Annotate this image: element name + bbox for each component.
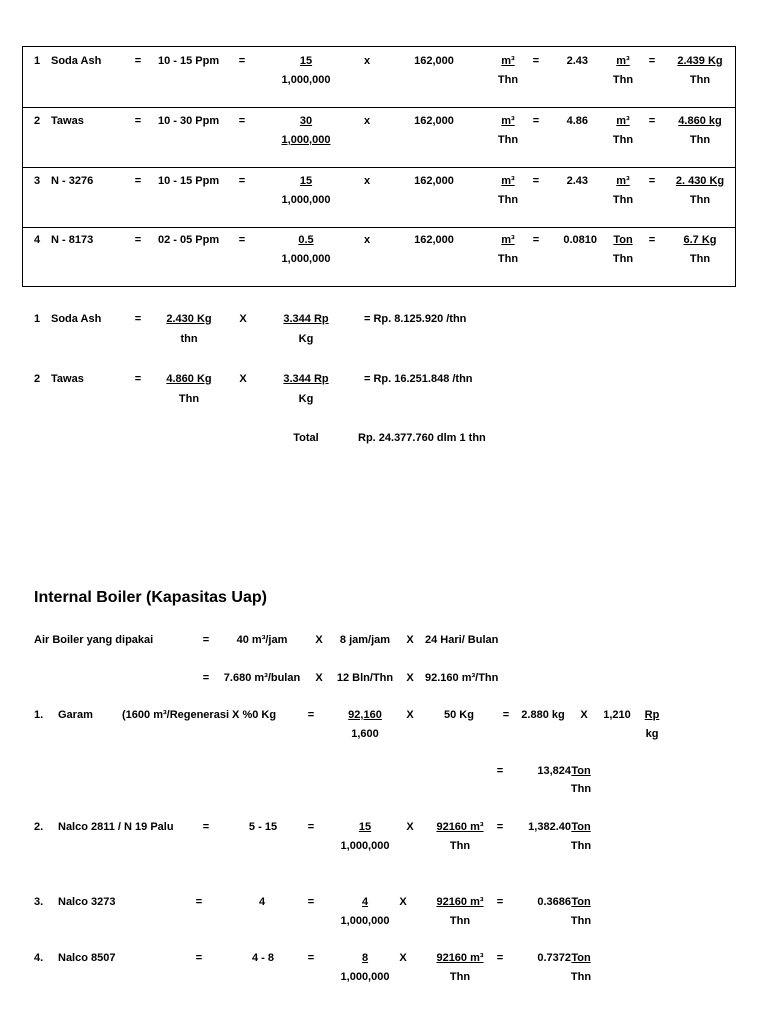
unit-denominator: Thn	[570, 783, 592, 795]
chemical-name: Tawas	[51, 115, 84, 127]
monthly-volume: 7.680 m³/bulan	[223, 672, 301, 684]
final-denominator: Thn	[689, 194, 711, 206]
quantity-numerator: 4.860 Kg	[166, 373, 212, 385]
unit-numerator: Ton	[571, 821, 591, 833]
fraction-denominator: 1,600	[351, 728, 379, 740]
unit-denominator: Thn	[612, 134, 634, 146]
unit-denominator: kg	[645, 728, 659, 740]
ppm-range: 10 - 15 Ppm	[158, 175, 220, 187]
multiply-sign: x	[363, 175, 371, 187]
result-value: 1,382.40	[528, 821, 571, 833]
result-value: 0.3686	[537, 896, 571, 908]
equals-sign: =	[238, 234, 246, 246]
equals-sign: =	[238, 115, 246, 127]
equals-sign: =	[238, 175, 246, 187]
equals-sign: =	[195, 896, 203, 908]
unit-numerator: m³	[616, 55, 630, 67]
result-value: 2.43	[566, 55, 588, 67]
equals-sign: =	[648, 55, 656, 67]
air-boiler-label: Air Boiler yang dipakai	[34, 634, 154, 646]
volume-value: 162,000	[414, 115, 454, 127]
unit-denominator: Thn	[612, 253, 634, 265]
price-denominator: Kg	[298, 333, 314, 345]
equals-sign: =	[496, 952, 504, 964]
price-denominator: Kg	[298, 393, 314, 405]
row-number: 4	[34, 234, 41, 246]
table-divider	[22, 107, 736, 108]
multiply-sign: x	[363, 115, 371, 127]
chemical-name: Tawas	[51, 373, 84, 385]
unit-numerator: Ton	[613, 234, 633, 246]
fraction-numerator: 15	[299, 55, 313, 67]
equals-sign: =	[532, 234, 540, 246]
ppm-range: 02 - 05 Ppm	[158, 234, 220, 246]
final-numerator: 2. 430 Kg	[675, 175, 725, 187]
volume-denominator: Thn	[449, 915, 471, 927]
unit-numerator: Ton	[571, 896, 591, 908]
equals-sign: =	[496, 821, 504, 833]
unit-numerator: m³	[501, 234, 515, 246]
unit-denominator: Thn	[497, 134, 519, 146]
equals-sign: =	[307, 952, 315, 964]
result-value: 0.0810	[563, 234, 597, 246]
cost-result: = Rp. 16.251.848 /thn	[364, 373, 473, 385]
item-name: Nalco 3273	[58, 896, 116, 908]
item-number: 1.	[34, 709, 44, 721]
result-value: 2.43	[566, 175, 588, 187]
unit-numerator: m³	[501, 55, 515, 67]
table-divider	[22, 167, 736, 168]
unit-denominator: Thn	[570, 915, 592, 927]
multiply-sign: X	[239, 313, 247, 325]
equals-sign: =	[648, 175, 656, 187]
equals-sign: =	[307, 821, 315, 833]
fraction-numerator: 15	[299, 175, 313, 187]
final-numerator: 2.439 Kg	[677, 55, 723, 67]
result-value: 4.86	[566, 115, 588, 127]
total-label: Total	[293, 432, 319, 444]
equals-sign: =	[532, 175, 540, 187]
unit-denominator: Thn	[497, 194, 519, 206]
fraction-numerator: 15	[358, 821, 372, 833]
row-number: 2	[34, 115, 41, 127]
unit-numerator: m³	[616, 175, 630, 187]
equals-sign: =	[496, 765, 504, 777]
equals-sign: =	[307, 709, 315, 721]
multiply-sign: X	[399, 896, 407, 908]
item-number: 2.	[34, 821, 44, 833]
final-numerator: 4.860 kg	[678, 115, 722, 127]
result-value: 13,824	[537, 765, 571, 777]
quantity-denominator: thn	[180, 333, 198, 345]
fraction-denominator: 1,000,000	[340, 840, 390, 852]
final-denominator: Thn	[689, 134, 711, 146]
unit-numerator: Rp	[644, 709, 660, 721]
equals-sign: =	[202, 672, 210, 684]
equals-sign: =	[532, 115, 540, 127]
row-number: 1	[34, 313, 41, 325]
multiply-sign: x	[363, 55, 371, 67]
unit-denominator: Thn	[497, 253, 519, 265]
row-number: 2	[34, 373, 41, 385]
ppm-range: 10 - 15 Ppm	[158, 55, 220, 67]
multiply-sign: X	[406, 672, 414, 684]
fraction-denominator: 1,000,000	[281, 253, 331, 265]
ppm-range: 4	[258, 896, 266, 908]
fraction-denominator: 1,000,000	[340, 971, 390, 983]
volume-numerator: 92160 m³	[436, 896, 484, 908]
fraction-numerator: 30	[299, 115, 313, 127]
fraction-denominator: 1,000,000	[281, 134, 331, 146]
item-number: 4.	[34, 952, 44, 964]
price-numerator: 3.344 Rp	[283, 373, 329, 385]
equals-sign: =	[648, 115, 656, 127]
days-value: 24 Hari/ Bulan	[425, 634, 499, 646]
fraction-numerator: 92,160	[348, 709, 382, 721]
fraction-numerator: 8	[361, 952, 369, 964]
equals-sign: =	[202, 634, 210, 646]
volume-numerator: 92160 m³	[436, 821, 484, 833]
row-number: 3	[34, 175, 41, 187]
equals-sign: =	[202, 821, 210, 833]
equals-sign: =	[134, 313, 142, 325]
ppm-range: 4 - 8	[251, 952, 275, 964]
fraction-numerator: 4	[361, 896, 369, 908]
multiply-sign: X	[399, 952, 407, 964]
item-name: Nalco 2811 / N 19 Palu	[58, 821, 174, 833]
unit-denominator: Thn	[612, 74, 634, 86]
equals-sign: =	[648, 234, 656, 246]
final-numerator: 6.7 Kg	[683, 234, 717, 246]
chemical-name: Soda Ash	[51, 313, 102, 325]
unit-numerator: Ton	[571, 952, 591, 964]
equals-sign: =	[238, 55, 246, 67]
unit-numerator: Ton	[571, 765, 591, 777]
equals-sign: =	[195, 952, 203, 964]
unit-denominator: Thn	[612, 194, 634, 206]
result-value: 0.7372	[537, 952, 571, 964]
unit-numerator: m³	[501, 175, 515, 187]
item-name: Garam	[58, 709, 93, 721]
chemical-name: N - 8173	[51, 234, 94, 246]
result-value: 2.880 kg	[521, 709, 565, 721]
hours-value: 8 jam/jam	[339, 634, 391, 646]
ppm-range: 10 - 30 Ppm	[158, 115, 220, 127]
final-denominator: Thn	[689, 253, 711, 265]
multiply-sign: X	[580, 709, 588, 721]
equals-sign: =	[134, 115, 142, 127]
total-value: Rp. 24.377.760 dlm 1 thn	[358, 432, 486, 444]
price-numerator: 3.344 Rp	[283, 313, 329, 325]
table-divider	[22, 227, 736, 228]
equals-sign: =	[502, 709, 510, 721]
quantity-denominator: Thn	[178, 393, 200, 405]
fraction-denominator: 1,000,000	[340, 915, 390, 927]
multiply-sign: X	[406, 634, 414, 646]
volume-numerator: 92160 m³	[436, 952, 484, 964]
fraction-numerator: 0.5	[298, 234, 314, 246]
quantity-numerator: 2.430 Kg	[166, 313, 212, 325]
equals-sign: =	[496, 896, 504, 908]
final-denominator: Thn	[689, 74, 711, 86]
section-heading: Internal Boiler (Kapasitas Uap)	[34, 589, 267, 606]
ppm-range: 5 - 15	[248, 821, 278, 833]
multiply-sign: X	[315, 672, 323, 684]
unit-numerator: m³	[616, 115, 630, 127]
equals-sign: =	[532, 55, 540, 67]
volume-value: 162,000	[414, 55, 454, 67]
volume-value: 162,000	[414, 175, 454, 187]
unit-numerator: m³	[501, 115, 515, 127]
row-number: 1	[34, 55, 41, 67]
equals-sign: =	[134, 373, 142, 385]
equals-sign: =	[134, 234, 142, 246]
equals-sign: =	[134, 55, 142, 67]
multiply-sign: X	[406, 821, 414, 833]
equals-sign: =	[307, 896, 315, 908]
chemical-name: Soda Ash	[51, 55, 102, 67]
unit-denominator: Thn	[497, 74, 519, 86]
volume-denominator: Thn	[449, 840, 471, 852]
multiply-sign: X	[315, 634, 323, 646]
chemical-name: N - 3276	[51, 175, 94, 187]
fraction-denominator: 1,000,000	[281, 194, 331, 206]
factor-value: 1,210	[603, 709, 631, 721]
item-name: Nalco 8507	[58, 952, 116, 964]
volume-denominator: Thn	[449, 971, 471, 983]
flow-rate: 40 m³/jam	[236, 634, 288, 646]
item-number: 3.	[34, 896, 44, 908]
multiplier-value: 50 Kg	[444, 709, 474, 721]
multiply-sign: X	[406, 709, 414, 721]
unit-denominator: Thn	[570, 971, 592, 983]
fraction-denominator: 1,000,000	[281, 74, 331, 86]
volume-value: 162,000	[414, 234, 454, 246]
cost-result: = Rp. 8.125.920 /thn	[364, 313, 467, 325]
regeneration-note: (1600 m³/Regenerasi X %0 Kg	[122, 709, 277, 721]
multiply-sign: x	[363, 234, 371, 246]
multiply-sign: X	[239, 373, 247, 385]
unit-denominator: Thn	[570, 840, 592, 852]
yearly-volume: 92.160 m³/Thn	[425, 672, 499, 684]
equals-sign: =	[134, 175, 142, 187]
months-value: 12 Bln/Thn	[336, 672, 394, 684]
